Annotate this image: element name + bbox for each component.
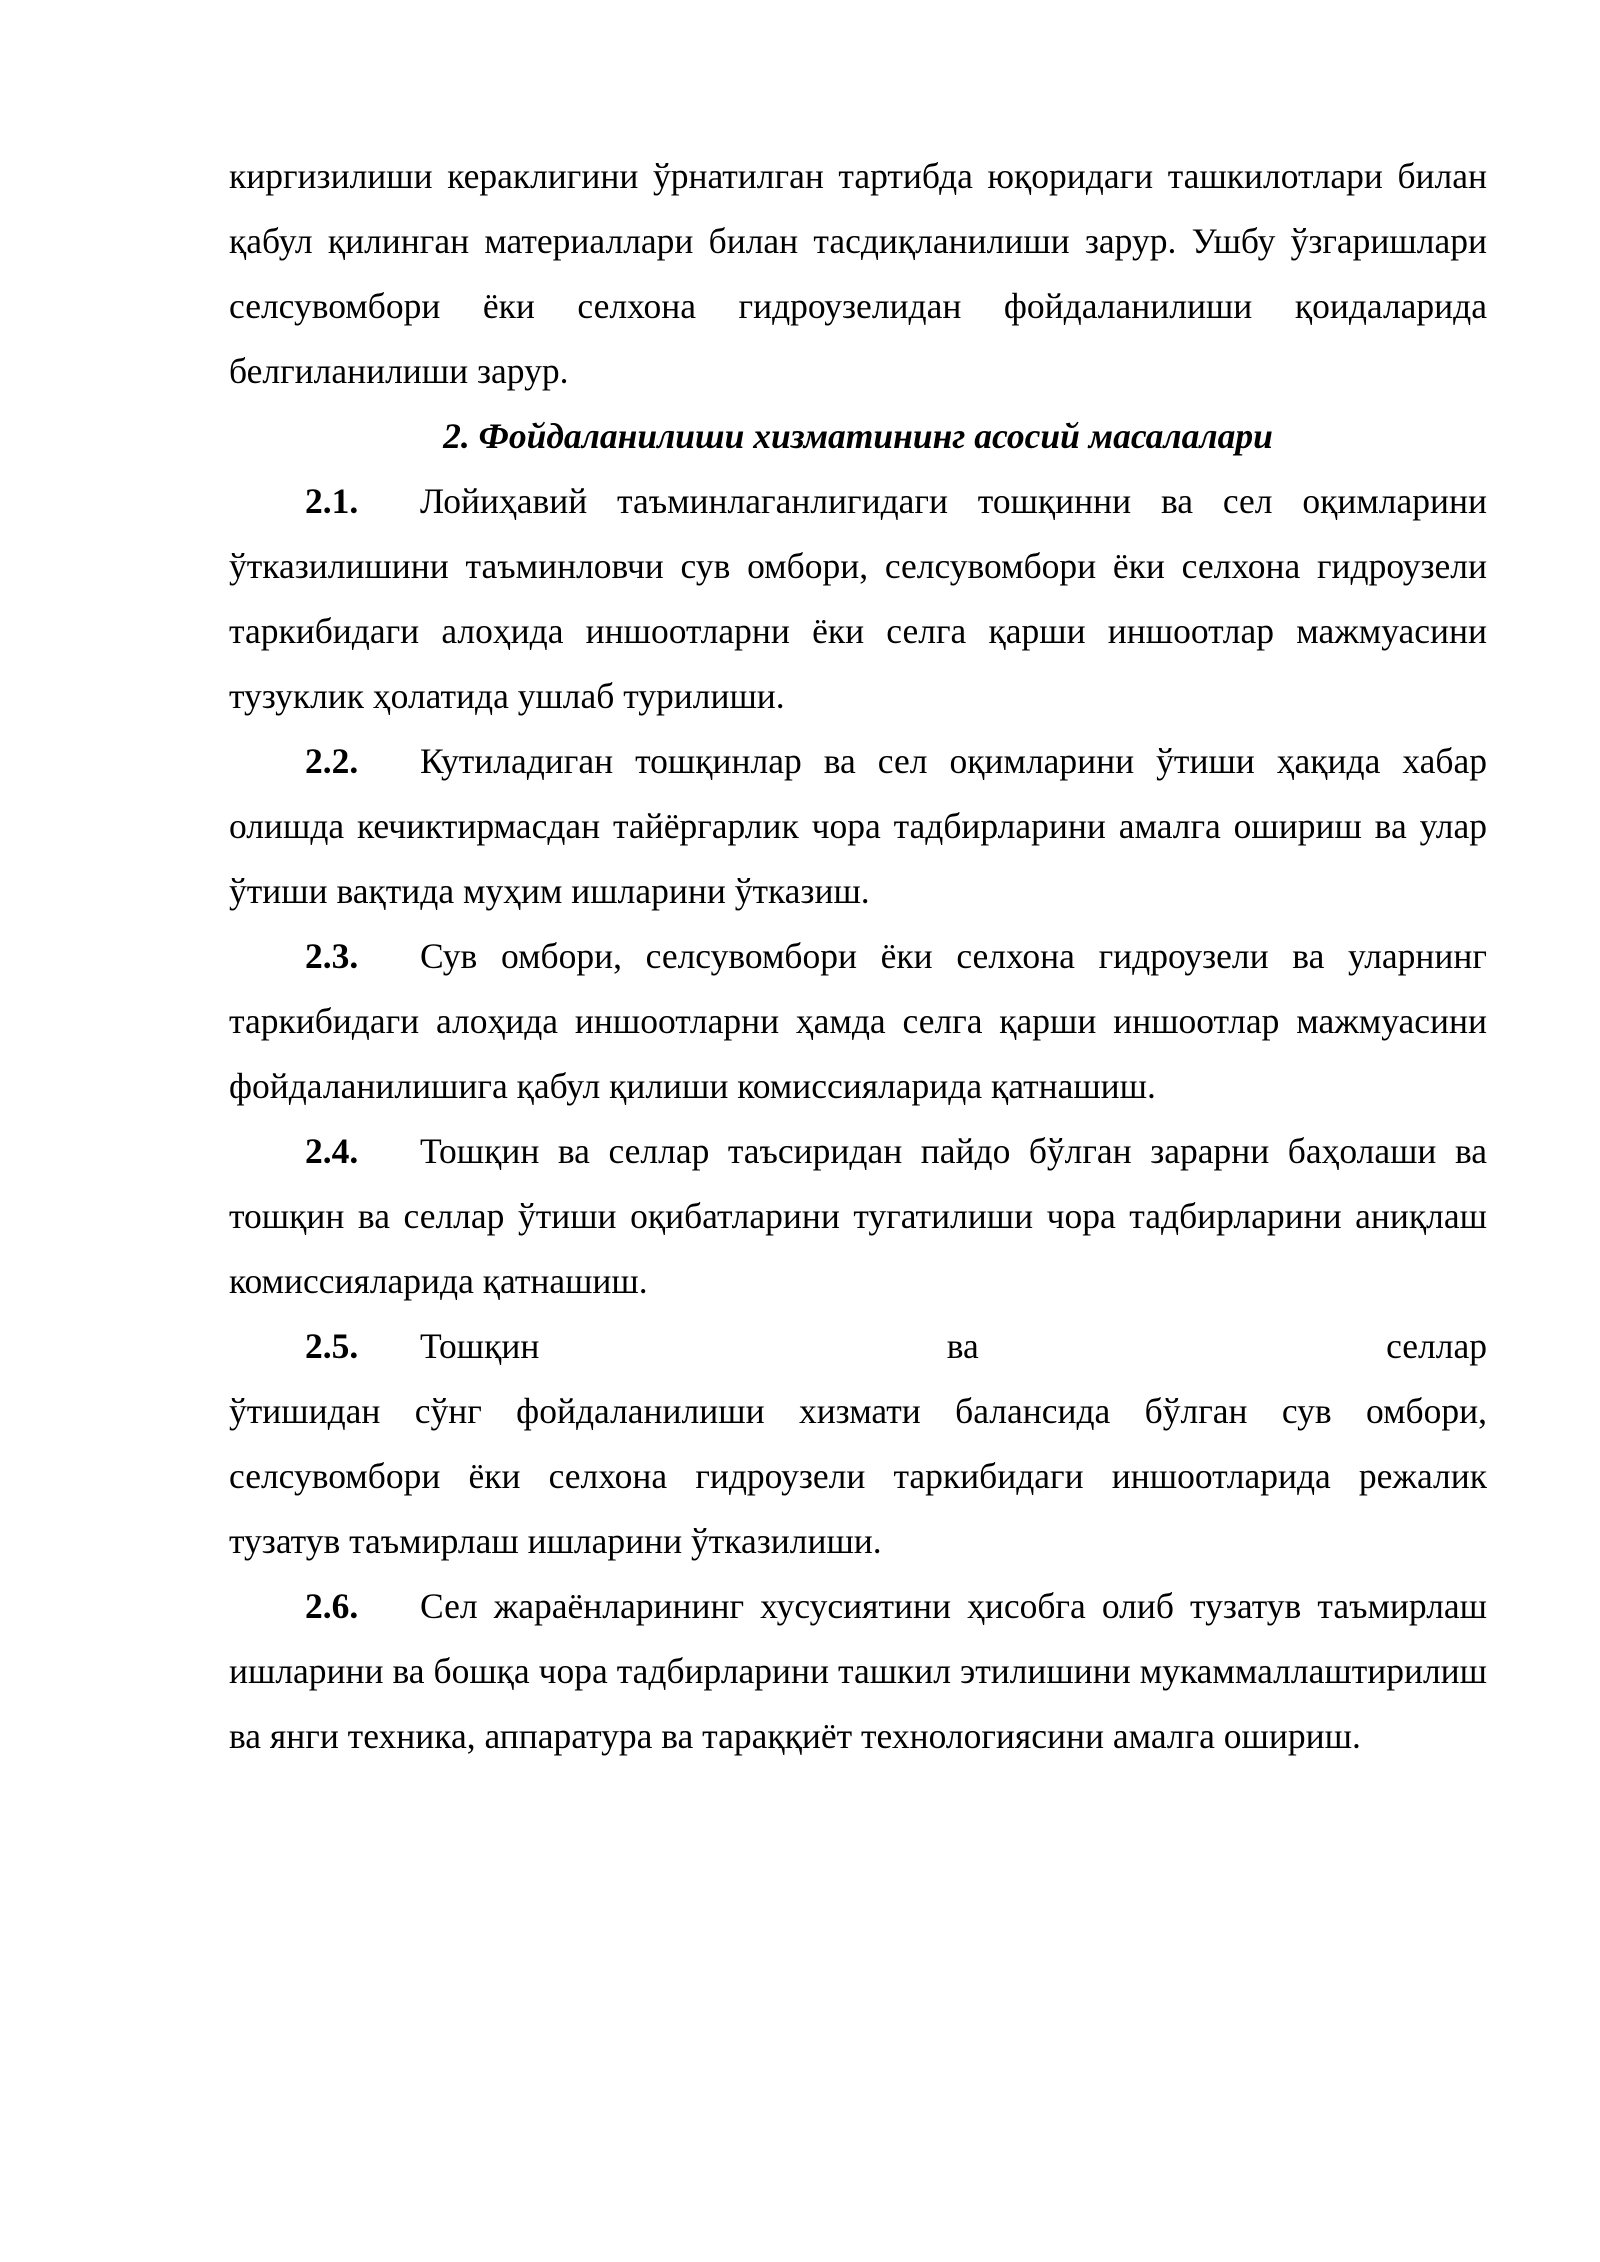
- list-item-2-2: [229, 729, 1487, 924]
- item-number: 2.2.: [305, 741, 359, 781]
- item-number: 2.5.: [305, 1326, 359, 1366]
- list-item-2-5-text: ўтишидан сўнг фойдаланилиши хизмати балансида бўлган сув омбори, селсувомбори ёки селхона гидроузели таркибидаги иншоотларида режалик тузатув таъмирлаш ишларини ўтказилиши.: [229, 1391, 1487, 1561]
- list-item-2-6: [229, 1574, 1487, 1769]
- item-heading-words: Тошқин ва селлар: [420, 1326, 1487, 1366]
- list-item-2-3: [229, 924, 1487, 1119]
- item-text: Лойиҳавий таъминлаганлигидаги тошқинни ва сел оқимларини ўтказилишини таъминловчи сув омбори, селсувомбори ёки селхона гидроузели таркибидаги алоҳида иншоотларни ёки селга қарши иншоотлар мажмуасини тузуклик ҳолатида ушлаб турилиши.: [229, 481, 1487, 716]
- item-number: 2.3.: [305, 936, 359, 976]
- intro-paragraph: киргизилиши кераклигини ўрнатилган тартибда юқоридаги ташкилотлари билан қабул қилинган материаллари билан тасдиқланилиши зарур. Ушбу ўзгаришлари селсувомбори ёки селхона гидроузелидан фойдаланилиши қоидаларида белгиланилиши зарур.: [229, 156, 1487, 391]
- item-text: Тошқин ва селлар таъсиридан пайдо бўлган зарарни баҳолаши ва тошқин ва селлар ўтиши оқибатларини тугатилиши чора тадбирларини аниқлаш комиссияларида қатнашиш.: [229, 1131, 1487, 1301]
- list-item-2-4: [229, 1119, 1487, 1314]
- list-item-2-5-first-line: [229, 1314, 1487, 1379]
- item-text: Сел жараёнларининг хусусиятини ҳисобга олиб тузатув таъмирлаш ишларини ва бошқа чора тадбирларини ташкил этилишини мукаммаллаштирилиш ва янги техника, аппаратура ва тараққиёт технологиясини амалга ошириш.: [229, 1586, 1487, 1756]
- item-number: 2.6.: [305, 1586, 359, 1626]
- section-title: 2. Фойдаланилиши хизматининг асосий масалалари: [443, 416, 1273, 456]
- item-number: 2.1.: [305, 481, 359, 521]
- item-text: Сув омбори, селсувомбори ёки селхона гидроузели ва уларнинг таркибидаги алоҳида иншоотларни ҳамда селга қарши иншоотлар мажмуасини фойдаланилишига қабул қилиши комиссияларида қатнашиш.: [229, 936, 1487, 1106]
- item-number: 2.4.: [305, 1131, 359, 1171]
- document-page: [229, 144, 1487, 1769]
- list-item-2-1: [229, 469, 1487, 729]
- item-text: Кутиладиган тошқинлар ва сел оқимларини ўтиши ҳақида хабар олишда кечиктирмасдан тайёргарлик чора тадбирларини амалга ошириш ва улар ўтиши вақтида муҳим ишларини ўтказиш.: [229, 741, 1487, 911]
